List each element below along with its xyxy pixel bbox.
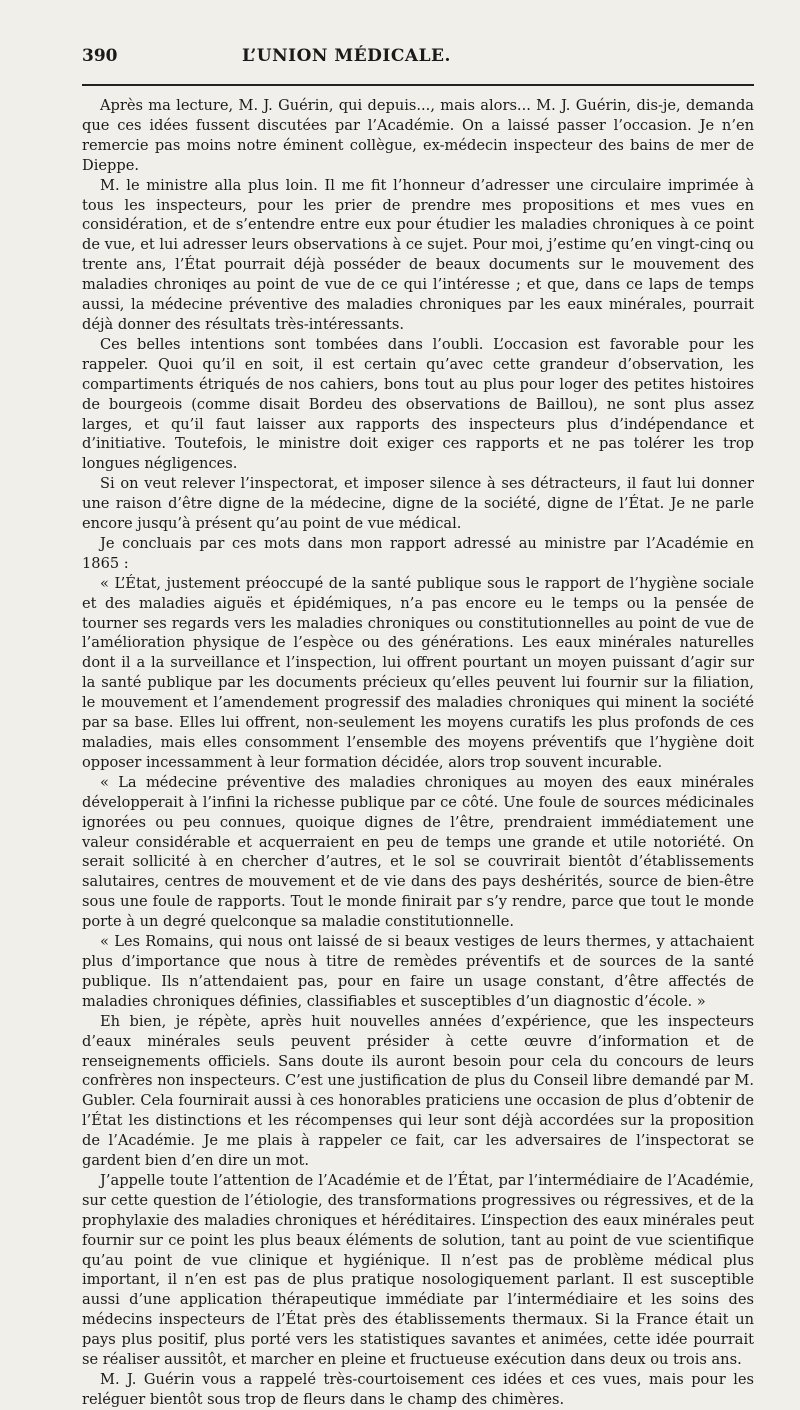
page-number: 390 [82, 46, 118, 66]
article-body [82, 96, 754, 1410]
journal-title: L’UNION MÉDICALE. [242, 46, 451, 66]
paragraph: Eh bien, je répète, après huit nouvelles années d’expérience, que les inspecteurs d’eaux minérales seuls peuvent présider à cette œuvre d’information et de renseignements officiels. Sans doute ils auront besoin pour cela du concours de leurs confrères non inspecteurs. C’est une justification de plus du Conseil libre demandé par M. Gubler. Cela fournirait aussi à ces honorables praticiens une occasion de plus d’obtenir de l’État les distinctions et les récompenses qui leur sont déjà accordées sur la proposition de l’Académie. Je me plais à rappeler ce fait, car les adversaires de l’inspectorat se gardent bien d’en dire un mot. [82, 1012, 754, 1170]
quoted-paragraph: « La médecine préventive des maladies chroniques au moyen des eaux minérales développerait à l’infini la richesse publique par ce côté. Une foule de sources médicinales ignorées ou peu connues, quoique dignes de l’être, prendraient immédiatement une valeur considérable et acquerraient en peu de temps une grande et utile notoriété. On serait sollicité à en chercher d’autres, et le sol se couvrirait bientôt d’établissements salutaires, centres de mouvement et de vie dans des pays deshérités, source de bien-être sous une foule de rapports. Tout le monde finirait par s’y rendre, parce que tout le monde porte à un degré quelconque sa maladie constitutionnelle. [82, 773, 754, 931]
quoted-paragraph: « Les Romains, qui nous ont laissé de si beaux vestiges de leurs thermes, y attachaient plus d’importance que nous à titre de remèdes préventifs et de sources de la santé publique. Ils n’attendaient pas, pour en faire un usage constant, d’être affectés de maladies chroniques définies, classifiables et susceptibles d’un diagnostic d’école. » [82, 933, 754, 1010]
paragraph: Ces belles intentions sont tombées dans l’oubli. L’occasion est favorable pour les rappeler. Quoi qu’il en soit, il est certain qu’avec cette grandeur d’observation, les compartiments étriqués de nos cahiers, bons tout au plus pour loger des petites histoires de bourgeois (comme disait Bordeu des observations de Baillou), ne sont plus assez larges, et qu’il faut laisser aux rapports des inspecteurs plus d’indépendance et d’initiative. Toutefois, le ministre doit exiger ces rapports et ne pas tolérer les trop longues négligences. [82, 335, 754, 473]
paragraph: Je concluais par ces mots dans mon rapport adressé au ministre par l’Académie en 1865 : [82, 534, 754, 572]
quoted-paragraph: « L’État, justement préoccupé de la santé publique sous le rapport de l’hygiène sociale et des maladies aiguës et épidémiques, n’a pas encore eu le temps ou la pensée de tourner ses regards vers les maladies chroniques ou constitutionnelles au point de vue de l’amélioration physique de l’espèce ou des générations. Les eaux minérales naturelles dont il a la surveillance et l’inspection, lui offrent pourtant un moyen puissant d’agir sur la santé publique par les documents précieux qu’elles peuvent lui fournir sur la filiation, le mouvement et l’amendement progressif des maladies chroniques qui minent la société par sa base. Elles lui offrent, non-seulement les moyens curatifs les plus profonds de ces maladies, mais elles consomment l’ensemble des moyens préventifs que l’hygiène doit opposer incessamment à leur formation décidée, alors trop souvent incurable. [82, 574, 754, 771]
paragraph: M. le ministre alla plus loin. Il me fit l’honneur d’adresser une circulaire imprimée à tous les inspecteurs, pour les prier de prendre mes propositions et mes vues en considération, et de s’entendre entre eux pour étudier les maladies chroniques à ce point de vue, et lui adresser leurs observations à ce sujet. Pour moi, j’estime qu’en vingt-cinq ou trente ans, l’État pourrait déjà posséder de beaux documents sur le mouvement des maladies chroniqes au point de vue de ce qui l’intéresse ; et que, dans ce laps de temps aussi, la médecine préventive des maladies chroniques par les eaux minérales, pourrait déjà donner des résultats très-intéressants. [82, 176, 754, 333]
paragraph: Après ma lecture, M. J. Guérin, qui depuis..., mais alors... M. J. Guérin, dis-je, demanda que ces idées fussent discutées par l’Académie. On a laissé passer l’occasion. Je n’en remercie pas moins notre éminent collègue, ex-médecin inspecteur des bains de mer de Dieppe. [82, 97, 754, 174]
paragraph: M. J. Guérin vous a rappelé très-courtoisement ces idées et ces vues, mais pour les reléguer bientôt sous trop de fleurs dans le champ des chimères. [82, 1371, 754, 1408]
running-header [82, 46, 754, 72]
paragraph: Si on veut relever l’inspectorat, et imposer silence à ses détracteurs, il faut lui donner une raison d’être digne de la médecine, digne de la société, digne de l’État. Je ne parle encore jusqu’à présent qu’au point de vue médical. [82, 475, 754, 533]
paragraph: J’appelle toute l’attention de l’Académie et de l’État, par l’intermédiaire de l’Académie, sur cette question de l’étiologie, des transformations progressives ou régressives, et de la prophylaxie des maladies chroniques et héréditaires. L’inspection des eaux minérales peut fournir sur ce point les plus beaux éléments de solution, tant au point de vue scientifique qu’au point de vue clinique et hygiénique. Il n’est pas de problème médical plus important, il n’en est pas de plus pratique nosologiquement parlant. Il est susceptible aussi d’une application thérapeutique immédiate par l’intermédiaire et les soins des médecins inspecteurs de l’État près des établissements thermaux. Si la France était un pays plus positif, plus porté vers les statistiques savantes et animées, cette idée pourrait se réaliser aussitôt, et marcher en pleine et fructueuse exécution dans deux ou trois ans. [82, 1171, 754, 1369]
header-rule [82, 84, 754, 86]
